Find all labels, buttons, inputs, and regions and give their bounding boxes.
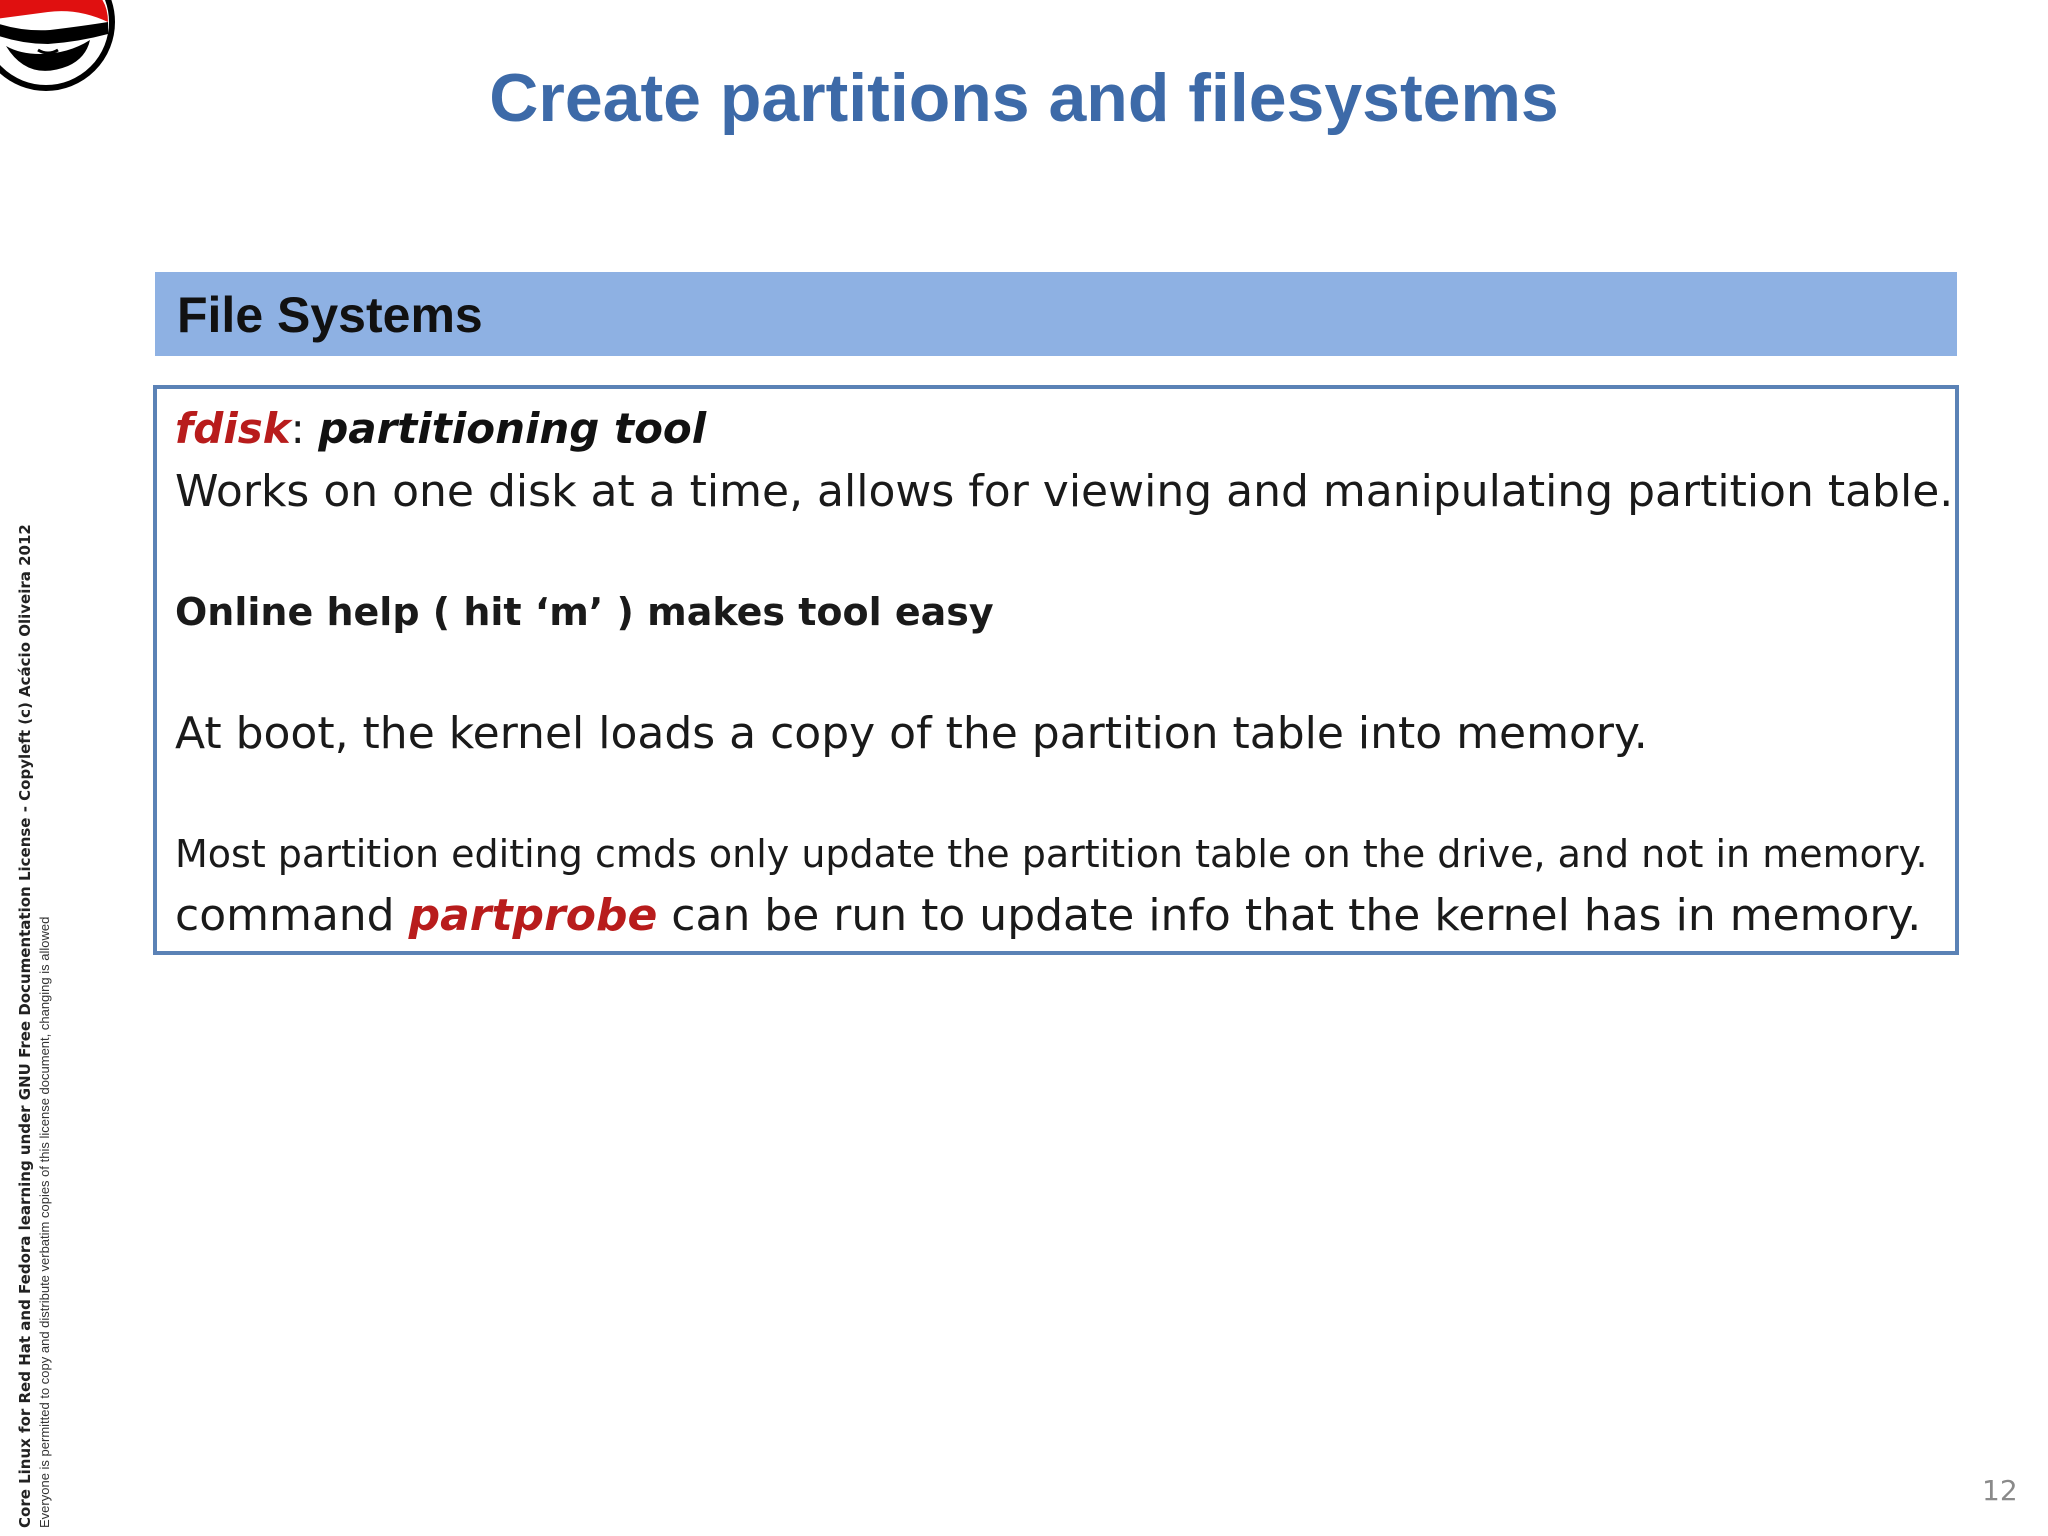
- editing-line: Most partition editing cmds only update the partition table on the drive, and not in memory.: [175, 832, 1928, 876]
- section-header-label: File Systems: [177, 287, 483, 343]
- boot-line: At boot, the kernel loads a copy of the partition table into memory.: [175, 708, 1648, 759]
- tool-heading: [175, 404, 706, 453]
- help-line: Online help ( hit ‘m’ ) makes tool easy: [175, 590, 994, 634]
- page-number: 12: [1982, 1474, 2018, 1507]
- command-name: partprobe: [408, 890, 658, 941]
- command-suffix: can be run to update info that the kernel has in memory.: [657, 890, 1922, 941]
- license-line: Core Linux for Red Hat and Fedora learning under GNU Free Documentation License - Copyleft (c) Acácio Oliveira 2012: [16, 524, 34, 1528]
- works-line: Works on one disk at a time, allows for viewing and manipulating partition table.: [175, 466, 1954, 517]
- license-sidebar: [14, 524, 54, 1528]
- tool-name: fdisk: [175, 404, 291, 453]
- partprobe-line: [175, 890, 1921, 941]
- permission-line: Everyone is permitted to copy and distribute verbatim copies of this license document, changing is allowed: [37, 916, 52, 1528]
- section-header-bar: [155, 272, 1957, 356]
- tool-separator: :: [290, 404, 319, 453]
- command-prefix: command: [175, 890, 409, 941]
- tool-description: partitioning tool: [318, 404, 707, 453]
- slide-title: Create partitions and filesystems: [489, 60, 1559, 136]
